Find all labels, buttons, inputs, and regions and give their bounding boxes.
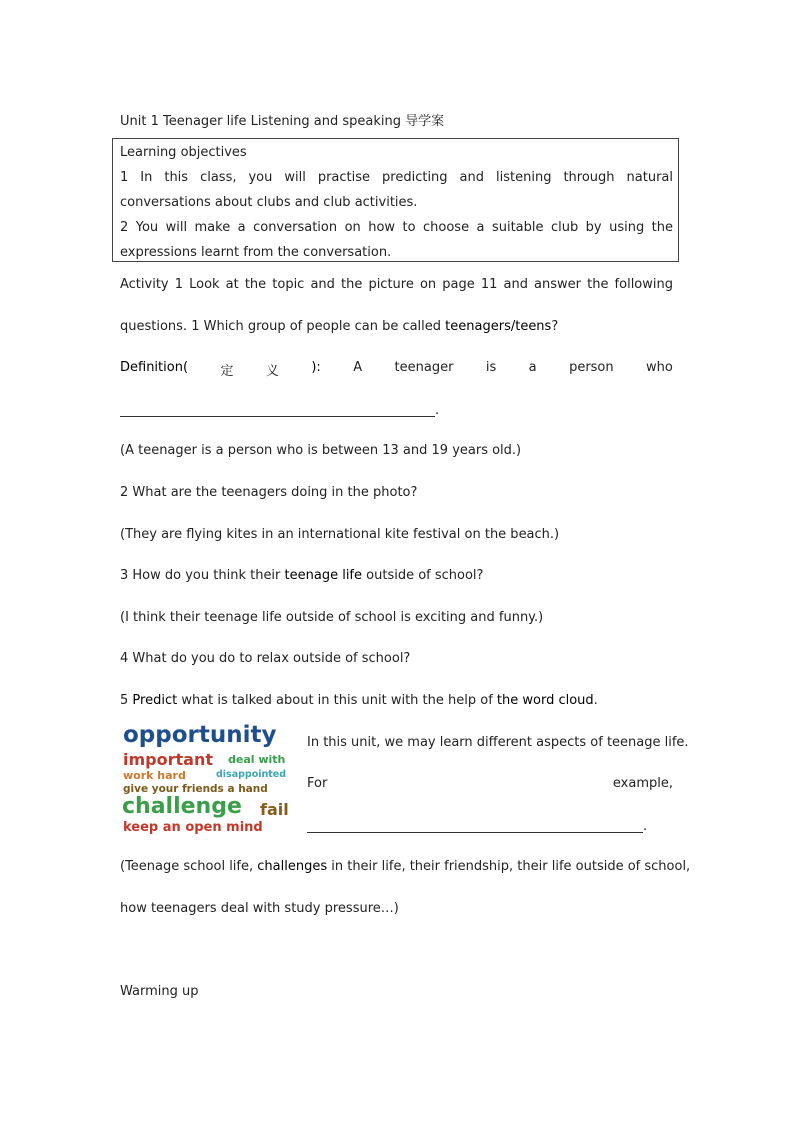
question3-post: outside of school? [362, 568, 484, 583]
objectives-heading: Learning objectives [120, 145, 247, 160]
definition-w5: A [353, 360, 363, 375]
definition-w9: person [569, 360, 614, 375]
definition-w6: teenager [394, 360, 454, 375]
answer-5-line2: how teenagers deal with study pressure…) [120, 901, 399, 916]
predict-term: Predict [132, 693, 178, 708]
answer5-pre: (Teenage school life, [120, 859, 258, 874]
cloud-text-1: In this unit, we may learn different aspects of teenage life. [307, 735, 689, 750]
cloud-word-disappointed: disappointed [216, 769, 287, 780]
question-3 [120, 568, 673, 583]
cloud-word-work-hard: work hard [123, 769, 186, 782]
definition-word: Definition( [120, 360, 189, 375]
question5-num: 5 [120, 693, 133, 708]
question1-text: questions. 1 Which group of people can be called [120, 319, 446, 334]
definition-blank-end: . [435, 403, 440, 418]
objective-2: 2 You will make a conversation on how to choose a suitable club by using the expressions learnt from the conversation. [120, 220, 673, 260]
question5-mid: what is talked about in this unit with the help of [177, 693, 497, 708]
question-4: 4 What do you do to relax outside of school? [120, 651, 411, 666]
cloud-example: example, [612, 776, 673, 791]
answer-2: (They are flying kites in an international kite festival on the beach.) [120, 527, 560, 542]
activity1-line1: Activity 1 Look at the topic and the picture on page 11 and answer the following [120, 277, 673, 292]
word-cloud-image [120, 722, 300, 840]
question-5 [120, 693, 673, 708]
question-2: 2 What are the teenagers doing in the photo? [120, 485, 418, 500]
definition-close: ): [311, 360, 321, 375]
objectives-box [112, 138, 679, 262]
definition-w10: who [646, 360, 673, 375]
cloud-word-challenge: challenge [122, 794, 242, 819]
definition-answer-blank[interactable] [120, 416, 435, 417]
cloud-word-give-a-hand: give your friends a hand [123, 783, 268, 795]
answer5-post: in their life, their friendship, their life outside of school, [327, 859, 691, 874]
question5-end: . [593, 693, 598, 708]
definition-cn-2: 义 [265, 364, 279, 379]
cloud-word-deal-with: deal with [228, 753, 286, 766]
definition-w8: a [528, 360, 537, 375]
definition-cn-1: 定 [220, 364, 234, 379]
cloud-for: For [307, 776, 328, 791]
answer-5 [120, 859, 691, 874]
warming-up-heading: Warming up [120, 984, 199, 999]
teenage-life-term: teenage life [284, 568, 363, 583]
challenges-term: challenges [257, 859, 328, 874]
cloud-example-line [307, 776, 673, 791]
objective-1: 1 In this class, you will practise predicting and listening through natural conversations about clubs and club activities. [120, 170, 673, 210]
question1-mark: ? [551, 319, 559, 334]
activity1-line2 [120, 319, 673, 334]
definition-w7: is [485, 360, 497, 375]
definition-line [120, 360, 673, 379]
cloud-word-important: important [123, 750, 213, 769]
cloud-blank-end: . [643, 819, 648, 834]
cloud-answer-blank[interactable] [307, 832, 643, 833]
page-title: Unit 1 Teenager life Listening and speaking 导学案 [120, 114, 445, 129]
question3-pre: 3 How do you think their [120, 568, 285, 583]
cloud-word-open-mind: keep an open mind [123, 820, 263, 835]
word-cloud-term: the word cloud [496, 693, 594, 708]
answer-1: (A teenager is a person who is between 13 and 19 years old.) [120, 443, 522, 458]
answer-3: (I think their teenage life outside of school is exciting and funny.) [120, 610, 544, 625]
cloud-word-opportunity: opportunity [123, 722, 277, 748]
cloud-word-fail: fail [260, 800, 289, 819]
teenagers-term: teenagers/teens [445, 319, 552, 334]
